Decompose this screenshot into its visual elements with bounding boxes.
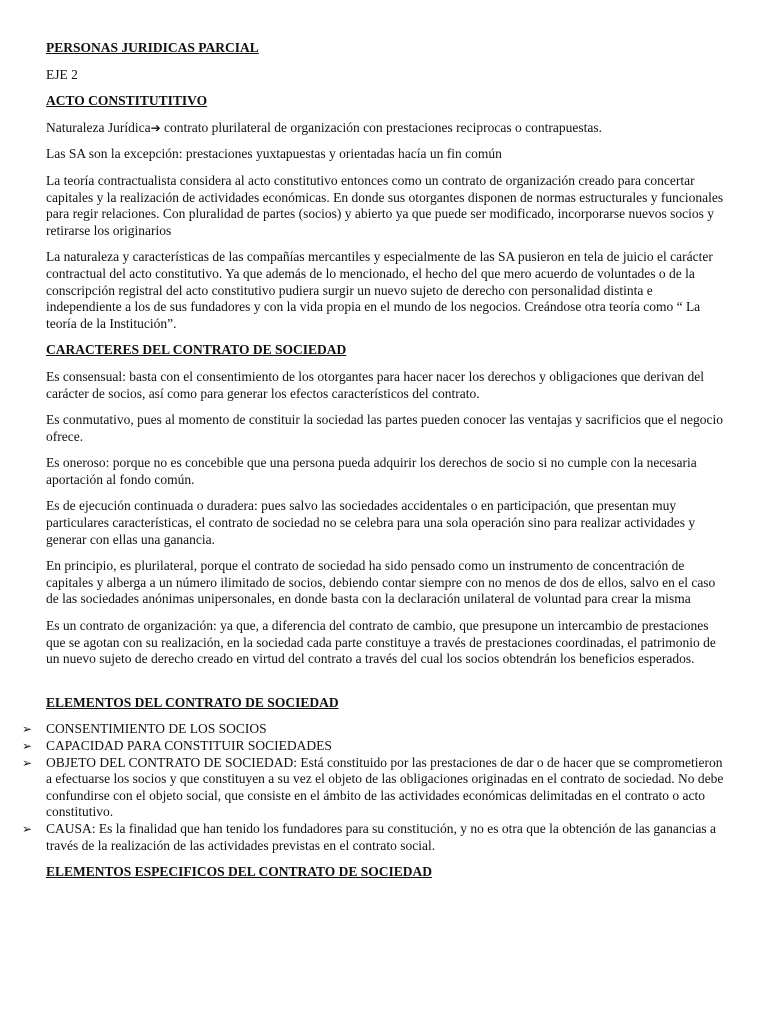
paragraph-contrato-organizacion: Es un contrato de organización: ya que, a diferencia del contrato de cambio, que presupone un intercambio de prestaciones que se agotan con su realización, en la sociedad cada parte constituye a través de prestaciones coordinadas, el patrimonio de un nuevo sujeto de derecho creado en virtud del contrato a través del cual los socios obtendrán los beneficios esperados. <box>46 618 716 667</box>
heading-elementos: ELEMENTOS DEL CONTRATO DE SOCIEDAD <box>46 694 339 710</box>
list-item <box>22 721 726 738</box>
paragraph-naturaleza-companias: La naturaleza y características de las compañías mercantiles y especialmente de las SA pusieron en tela de juicio el carácter contractual del acto constitutivo. Ya que además de lo mencionado, el hecho del que mero acuerdo de voluntades o de la conscripción registral del acto constitutivo pudiera surgir un nuevo sujeto de derecho con personalidad distinta e independiente a los de sus fundadores y con la vida propia en el mundo de los negocios. Creándose otra teoría como “ La teoría de la Institución”. <box>46 249 713 331</box>
paragraph-consensual: Es consensual: basta con el consentimiento de los otorgantes para hacer nacer los derechos y obligaciones que derivan del carácter de socios, así como para generar los efectos característicos del contrato. <box>46 368 705 401</box>
list-item <box>22 738 726 755</box>
paragraph-ejecucion-continuada: Es de ejecución continuada o duradera: pues salvo las sociedades accidentales o en participación, que presentan muy particulares características, el contrato de sociedad no se celebra para una sola operación sino para realizar actividades y generar con ellas una ganancia. <box>46 498 696 547</box>
heading-caracteres: CARACTERES DEL CONTRATO DE SOCIEDAD <box>46 342 347 358</box>
paragraph-sa-excepcion: Las SA son la excepción: prestaciones yuxtapuestas y orientadas hacía un fin común <box>46 146 502 162</box>
document-title: PERSONAS JURIDICAS PARCIAL <box>46 40 259 55</box>
naturaleza-text: contrato plurilateral de organización con prestaciones reciprocas o contrapuestas. <box>160 119 602 135</box>
list-item-text: CAUSA: Es la finalidad que han tenido los fundadores para su constitución, y no es otra que la obtención de las ganancias a través de la realización de las actividades previstas en el contrato social. <box>46 820 716 853</box>
arrowhead-bullet-icon: ➢ <box>22 821 33 836</box>
list-item-text: OBJETO DEL CONTRATO DE SOCIEDAD: Está constituido por las prestaciones de dar o de hacer que se comprometieron a efectuarse los socios y que constituyen a su vez el objeto de las obligaciones originadas en el contrato de sociedad. No debe confundirse con el objeto social, que consiste en el ámbito de las actividades económicas delimitadas en el contrato o acto constitutivo. <box>46 754 724 820</box>
right-arrow-icon: ➔ <box>150 120 161 135</box>
naturaleza-label: Naturaleza Jurídica <box>46 119 151 135</box>
paragraph-conmutativo: Es conmutativo, pues al momento de constituir la sociedad las partes pueden conocer las ventajas y sacrificios que el negocio ofrece. <box>46 412 724 444</box>
list-item-text: CONSENTIMIENTO DE LOS SOCIOS <box>46 721 267 737</box>
elementos-list <box>22 721 726 854</box>
list-item <box>22 754 726 821</box>
arrowhead-bullet-icon: ➢ <box>22 739 33 753</box>
paragraph-naturaleza-juridica <box>46 120 726 137</box>
arrowhead-bullet-icon: ➢ <box>22 722 33 737</box>
document-page <box>22 40 726 891</box>
paragraph-teoria-contractualista: La teoría contractualista considera al acto constitutivo entonces como un contrato de organización creado para concertar capitales y la realización de actividades económicas. En donde sus otorgantes disponen de normas estructurales y funcionales para regir relaciones. Con pluralidad de partes (socios) y abierto ya que puede ser modificado, incorporarse nuevos socios y retirarse los originarios <box>46 172 724 238</box>
heading-elementos-especificos: ELEMENTOS ESPECIFICOS DEL CONTRATO DE SOCIEDAD <box>46 864 432 880</box>
heading-acto-constitutivo: ACTO CONSTITUTITIVO <box>46 93 208 109</box>
list-item <box>22 820 726 854</box>
eje-label: EJE 2 <box>46 66 78 82</box>
arrowhead-bullet-icon: ➢ <box>22 755 33 770</box>
blank-line <box>46 678 726 695</box>
paragraph-plurilateral: En principio, es plurilateral, porque el contrato de sociedad ha sido pensado como un instrumento de concentración de capitales y alberga a un número ilimitado de socios, debiendo contar siempre con no menos de dos de ellos, salvo en el caso de las sociedades anónimas unipersonales, en donde basta con la declaración unilateral de voluntad para crear la misma <box>46 558 716 607</box>
paragraph-oneroso: Es oneroso: porque no es concebible que una persona pueda adquirir los derechos de socio si no cumple con la necesaria aportación al fondo común. <box>46 455 697 487</box>
list-item-text: CAPACIDAD PARA CONSTITUIR SOCIEDADES <box>46 738 332 753</box>
